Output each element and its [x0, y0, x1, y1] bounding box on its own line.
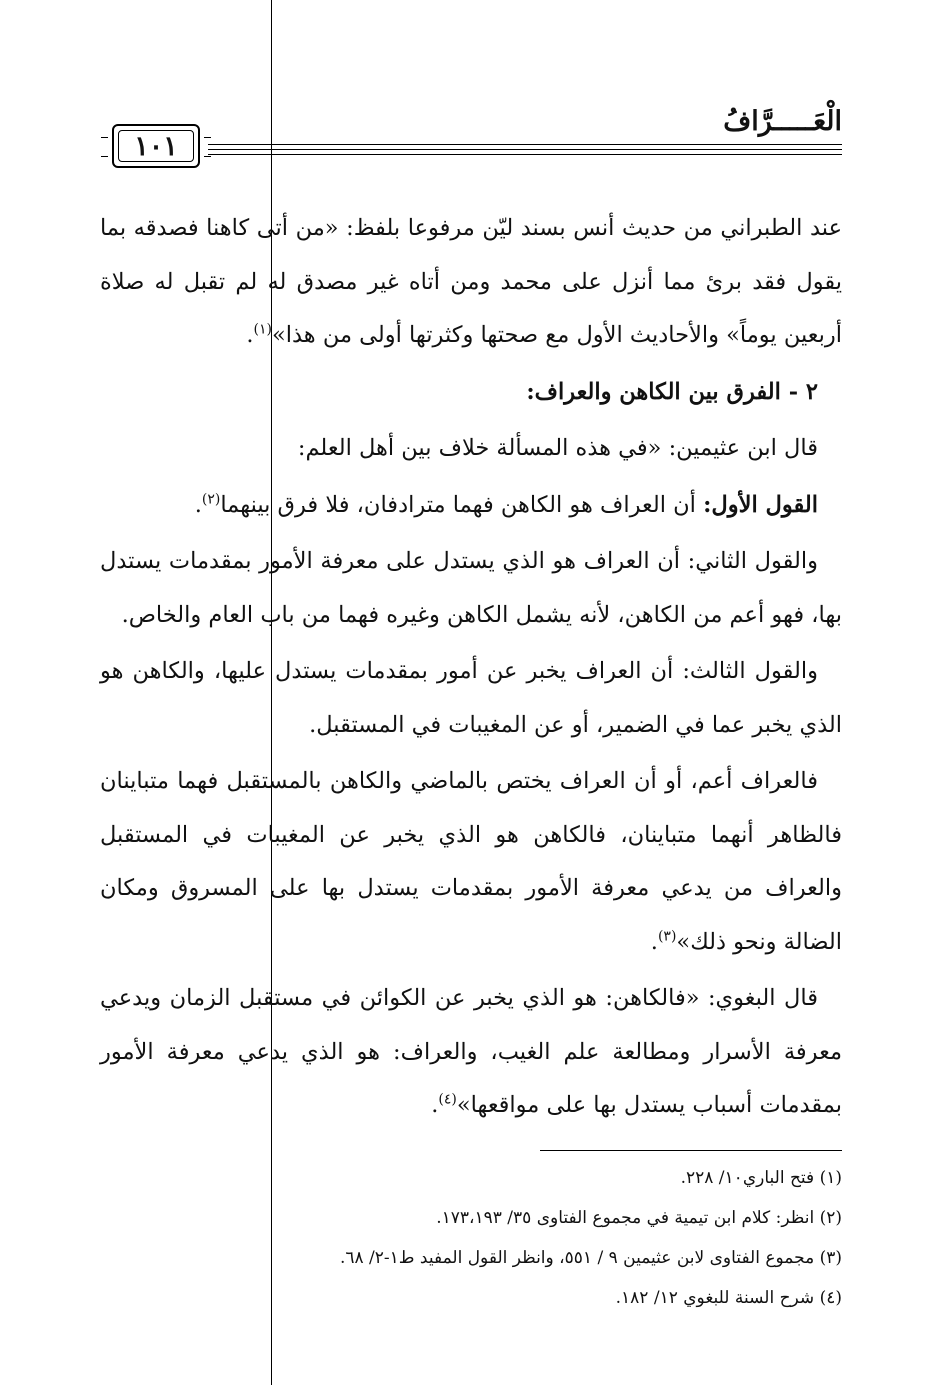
page-box-ornament: [204, 137, 211, 157]
paragraph-text: عند الطبراني من حديث أنس بسند ليّن مرفوعا بلفظ: «من أتى كاهنا فصدقه بما يقول فقد برئ مما أنزل على محمد ومن أتاه غير مصدق له لم تقبل له صلاة أربعين يوماً» والأحاديث الأول مع صحتها وكثرتها أولى من هذا»: [100, 215, 842, 348]
end-mark: .: [650, 928, 658, 955]
main-text: [100, 202, 842, 1136]
footnote-ref-2: (٢): [201, 491, 221, 507]
footnote-ref-1: (١): [253, 321, 272, 338]
page-number: ١٠١: [134, 130, 178, 162]
footnote-2: (٢) انظر: كلام ابن تيمية في مجموع الفتاوى ٣٥/ ١٧٣،١٩٣.: [436, 1208, 842, 1228]
footnote-3: (٣) مجموع الفتاوى لابن عثيمين ٩ / ٥٥١، وانظر القول المفيد ط١-٢/ ٦٨.: [339, 1248, 842, 1268]
first-opinion-label: القول الأول:: [703, 491, 818, 518]
page-number-box: [112, 124, 200, 168]
header-rule: [208, 154, 842, 155]
end-mark: .: [246, 322, 254, 348]
paragraph-1: [100, 202, 842, 363]
page-header: [100, 100, 842, 180]
paragraph-6: والقول الثالث: أن العراف يخبر عن أمور بمقدمات يستدل عليها، والكاهن هو الذي يخبر عما في الضمير، أو عن المغيبات في المستقبل.: [100, 658, 842, 738]
footnote-separator: [540, 1150, 842, 1151]
end-mark: .: [431, 1092, 439, 1118]
header-rule: [208, 144, 842, 145]
paragraph-7: [100, 755, 842, 969]
book-title: الْعَـــــرَّافُ: [723, 106, 842, 137]
footnote-4: (٤) شرح السنة للبغوي ١٢/ ١٨٢.: [615, 1288, 842, 1308]
paragraph-5: والقول الثاني: أن العراف هو الذي يستدل على معرفة الأمور بمقدمات يستدل بها، فهو أعم من الكاهن، لأنه يشمل الكاهن وغيره فهما من باب العام والخاص.: [100, 548, 842, 628]
footnote-ref-3: (٣): [657, 928, 677, 944]
header-rule: [208, 149, 842, 150]
paragraph-4: [100, 479, 842, 533]
paragraph-8: [100, 972, 842, 1133]
section-heading: ٢ - الفرق بين الكاهن والعراف:: [526, 378, 818, 405]
paragraph-text: أن العراف هو الكاهن فهما مترادفان، فلا فرق بينهما: [220, 491, 704, 518]
footnote-ref-4: (٤): [438, 1091, 457, 1108]
end-mark: .: [194, 491, 202, 518]
footnote-1: (١) فتح الباري١٠/ ٢٢٨.: [680, 1168, 842, 1188]
page-box-ornament: [101, 137, 108, 157]
paragraph-3: قال ابن عثيمين: «في هذه المسألة خلاف بين أهل العلم:: [297, 435, 818, 461]
footnotes: [100, 1158, 842, 1318]
paragraph-text: فالعراف أعم، أو أن العراف يختص بالماضي والكاهن بالمستقبل فهما متباينان فالظاهر أنهما متباينان، فالكاهن هو الذي يخبر عن المغيبات في المستقبل والعراف من يدعي معرفة الأمور بمقدمات يستدل بها على المسروق ومكان الضالة ونحو ذلك»: [100, 768, 842, 955]
paragraph-text: قال البغوي: «فالكاهن: هو الذي يخبر عن الكوائن في مستقبل الزمان ويدعي معرفة الأسرار ومطالعة علم الغيب، والعراف: هو الذي يدعي معرفة الأمور بمقدمات أسباب يستدل بها على مواقعها»: [100, 985, 842, 1118]
